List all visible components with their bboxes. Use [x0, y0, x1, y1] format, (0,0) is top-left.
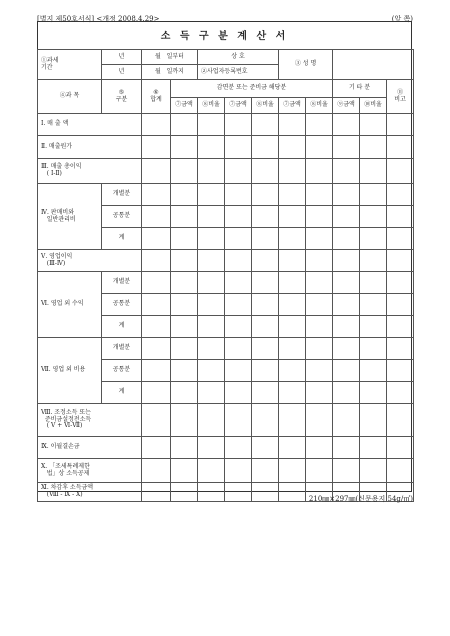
form-number: [별지 제50호서식] <개정 2008.4.29> — [37, 15, 160, 23]
amount-cell[interactable] — [252, 294, 279, 316]
adjusted-income-line2: 준비금설정전소득 — [44, 415, 92, 423]
amount-cell[interactable] — [279, 316, 306, 338]
amount-cell[interactable] — [333, 338, 360, 360]
amount-cell[interactable] — [252, 338, 279, 360]
page-side-label: (앞 쪽) — [391, 15, 413, 23]
amount-cell[interactable] — [333, 404, 360, 437]
amount-cell[interactable] — [225, 114, 252, 136]
sub-header-amount: ⑦금액 — [171, 98, 198, 114]
amount-cell[interactable] — [279, 294, 306, 316]
name-value[interactable] — [333, 50, 414, 80]
form-title: 소 득 구 분 계 산 서 — [160, 31, 289, 42]
amount-cell[interactable] — [198, 338, 225, 360]
category-number: ⑤ — [118, 88, 125, 96]
info-row-1 — [38, 50, 414, 65]
amount-cell[interactable] — [387, 228, 414, 250]
amount-cell[interactable] — [387, 338, 414, 360]
amount-cell[interactable] — [142, 294, 171, 316]
amount-cell[interactable] — [225, 338, 252, 360]
amount-cell[interactable] — [171, 316, 198, 338]
row-label-cost-of-sales: Ⅱ. 매출원가 — [38, 136, 142, 159]
amount-cell[interactable] — [142, 114, 171, 136]
sub-label-sum: 계 — [102, 228, 142, 250]
amount-cell[interactable] — [198, 136, 225, 159]
amount-cell[interactable] — [142, 206, 171, 228]
row-nonop-expense-individual — [38, 338, 414, 360]
amount-cell[interactable] — [306, 459, 333, 483]
amount-cell[interactable] — [279, 360, 306, 382]
amount-cell[interactable] — [142, 338, 171, 360]
period-to-month-day — [142, 65, 198, 80]
amount-cell[interactable] — [279, 250, 306, 272]
exempt-group-header: 감면분 또는 준비금 해당분 — [171, 80, 333, 98]
amount-cell[interactable] — [171, 272, 198, 294]
amount-cell[interactable] — [171, 459, 198, 483]
amount-cell[interactable] — [171, 360, 198, 382]
amount-cell[interactable] — [387, 272, 414, 294]
amount-cell[interactable] — [198, 206, 225, 228]
header-row-1 — [38, 80, 414, 98]
sub-label-individual: 개별분 — [102, 184, 142, 206]
amount-cell[interactable] — [279, 404, 306, 437]
amount-cell[interactable] — [279, 184, 306, 206]
name-label: ③ 성 명 — [279, 50, 333, 80]
amount-cell[interactable] — [279, 159, 306, 184]
amount-cell[interactable] — [333, 206, 360, 228]
row-label-nonop-expense: Ⅶ. 영업 외 비용 — [38, 338, 102, 404]
amount-cell[interactable] — [279, 338, 306, 360]
amount-cell[interactable] — [171, 338, 198, 360]
net-income-line1: Ⅺ. 차감후 소득금액 — [41, 484, 94, 492]
amount-cell[interactable] — [360, 136, 387, 159]
amount-cell[interactable] — [252, 114, 279, 136]
amount-cell[interactable] — [333, 316, 360, 338]
amount-cell[interactable] — [252, 437, 279, 459]
row-gross-profit — [38, 159, 414, 184]
amount-cell[interactable] — [306, 184, 333, 206]
amount-cell[interactable] — [198, 360, 225, 382]
amount-cell[interactable] — [198, 250, 225, 272]
period-from-month-day — [142, 50, 198, 65]
amount-cell[interactable] — [198, 114, 225, 136]
amount-cell[interactable] — [333, 294, 360, 316]
total-header — [142, 80, 171, 114]
row-label-adjusted-income — [38, 404, 142, 437]
amount-cell[interactable] — [360, 459, 387, 483]
amount-cell[interactable] — [360, 404, 387, 437]
sub-label-common: 공통분 — [102, 206, 142, 228]
amount-cell[interactable] — [142, 228, 171, 250]
amount-cell[interactable] — [198, 294, 225, 316]
amount-cell[interactable] — [171, 382, 198, 404]
gross-profit-line1: Ⅲ. 매출 총이익 — [41, 163, 82, 171]
amount-cell[interactable] — [279, 206, 306, 228]
total-number: ⑥ — [153, 88, 159, 96]
amount-cell[interactable] — [306, 382, 333, 404]
amount-cell[interactable] — [225, 404, 252, 437]
amount-cell[interactable] — [252, 360, 279, 382]
amount-cell[interactable] — [360, 272, 387, 294]
period-from-day: 일부터 — [166, 52, 184, 60]
amount-cell[interactable] — [360, 316, 387, 338]
row-label-sga — [38, 184, 102, 250]
amount-cell[interactable] — [171, 136, 198, 159]
row-label-operating-income — [38, 250, 142, 272]
amount-cell[interactable] — [333, 382, 360, 404]
amount-cell[interactable] — [142, 382, 171, 404]
amount-cell[interactable] — [252, 206, 279, 228]
amount-cell[interactable] — [142, 250, 171, 272]
amount-cell[interactable] — [306, 272, 333, 294]
amount-cell[interactable] — [225, 228, 252, 250]
period-to-year: 년 — [102, 65, 142, 80]
amount-cell[interactable] — [360, 437, 387, 459]
amount-cell[interactable] — [198, 483, 225, 502]
amount-cell[interactable] — [279, 272, 306, 294]
amount-cell[interactable] — [142, 360, 171, 382]
amount-cell[interactable] — [387, 404, 414, 437]
amount-cell[interactable] — [306, 360, 333, 382]
amount-cell[interactable] — [171, 294, 198, 316]
income-deduction-line2: 법」상 소득공제 — [46, 469, 90, 477]
row-cost-of-sales — [38, 136, 414, 159]
other-group-header: 기 타 분 — [333, 80, 387, 98]
row-label-nonop-income: Ⅵ. 영업 외 수익 — [38, 272, 102, 338]
amount-cell[interactable] — [252, 159, 279, 184]
amount-cell[interactable] — [333, 114, 360, 136]
amount-cell[interactable] — [142, 459, 171, 483]
income-deduction-line1: Ⅹ. 「조세특례제한 — [41, 462, 90, 470]
amount-cell[interactable] — [198, 437, 225, 459]
amount-cell[interactable] — [198, 184, 225, 206]
operating-income-line1: Ⅴ. 영업이익 — [41, 252, 73, 260]
paper-size-note: 210㎜×297㎜(신문용지 54g/㎡) — [308, 495, 413, 503]
amount-cell[interactable] — [360, 338, 387, 360]
amount-cell[interactable] — [333, 159, 360, 184]
total-label: 합계 — [150, 95, 162, 103]
sub-header-amount: ⑦금액 — [225, 98, 252, 114]
amount-cell[interactable] — [198, 459, 225, 483]
amount-cell[interactable] — [225, 294, 252, 316]
row-operating-income — [38, 250, 414, 272]
amount-cell[interactable] — [225, 360, 252, 382]
amount-cell[interactable] — [333, 437, 360, 459]
amount-cell[interactable] — [198, 382, 225, 404]
adjusted-income-line3: ( Ⅴ + Ⅵ-Ⅶ) — [46, 422, 83, 430]
amount-cell[interactable] — [333, 272, 360, 294]
row-label-gross-profit — [38, 159, 142, 184]
amount-cell[interactable] — [225, 250, 252, 272]
amount-cell[interactable] — [225, 316, 252, 338]
amount-cell[interactable] — [142, 136, 171, 159]
amount-cell[interactable] — [225, 272, 252, 294]
biz-reg-label: ②사업자등록번호 — [198, 65, 279, 80]
row-sales — [38, 114, 414, 136]
amount-cell[interactable] — [225, 483, 252, 502]
calculation-table — [37, 49, 414, 502]
amount-cell[interactable] — [252, 404, 279, 437]
row-income-deduction — [38, 459, 414, 483]
remark-label: 비고 — [394, 95, 406, 103]
amount-cell[interactable] — [387, 437, 414, 459]
amount-cell[interactable] — [225, 206, 252, 228]
amount-cell[interactable] — [252, 316, 279, 338]
amount-cell[interactable] — [306, 159, 333, 184]
amount-cell[interactable] — [279, 483, 306, 502]
amount-cell[interactable] — [387, 316, 414, 338]
row-nonop-income-individual — [38, 272, 414, 294]
row-label-net-income — [38, 483, 142, 502]
amount-cell[interactable] — [171, 184, 198, 206]
amount-cell[interactable] — [387, 294, 414, 316]
amount-cell[interactable] — [306, 228, 333, 250]
row-label-loss-carryforward: Ⅸ. 이월결손금 — [38, 437, 142, 459]
amount-cell[interactable] — [279, 382, 306, 404]
amount-cell[interactable] — [306, 114, 333, 136]
period-from-month: 월 — [155, 52, 161, 60]
sub-header-ratio: ⑧비율 — [198, 98, 225, 114]
amount-cell[interactable] — [360, 294, 387, 316]
amount-cell[interactable] — [142, 437, 171, 459]
sub-label-sum: 계 — [102, 316, 142, 338]
tax-period-label — [38, 50, 102, 80]
row-loss-carryforward — [38, 437, 414, 459]
row-label-sales: Ⅰ. 매 출 액 — [38, 114, 142, 136]
period-from-year: 년 — [102, 50, 142, 65]
amount-cell[interactable] — [306, 136, 333, 159]
sub-header-amount: ⑦금액 — [279, 98, 306, 114]
amount-cell[interactable] — [306, 294, 333, 316]
sub-label-common: 공통분 — [102, 294, 142, 316]
amount-cell[interactable] — [198, 228, 225, 250]
sga-line2: 일반관리비 — [46, 215, 76, 223]
amount-cell[interactable] — [360, 184, 387, 206]
amount-cell[interactable] — [333, 184, 360, 206]
gross-profit-line2: ( Ⅰ-Ⅱ) — [46, 170, 62, 177]
sub-label-sum: 계 — [102, 382, 142, 404]
sub-label-individual: 개별분 — [102, 272, 142, 294]
amount-cell[interactable] — [387, 206, 414, 228]
row-adjusted-income — [38, 404, 414, 437]
net-income-line2: (Ⅷ - Ⅸ - Ⅹ) — [46, 491, 83, 498]
amount-cell[interactable] — [142, 316, 171, 338]
row-sga-individual — [38, 184, 414, 206]
amount-cell[interactable] — [171, 114, 198, 136]
adjusted-income-line1: Ⅷ. 조정소득 또는 — [41, 408, 91, 416]
sga-line1: Ⅳ. 판매비와 — [41, 208, 74, 216]
amount-cell[interactable] — [279, 114, 306, 136]
sub-label-common: 공통분 — [102, 360, 142, 382]
row-label-income-deduction — [38, 459, 142, 483]
amount-cell[interactable] — [279, 136, 306, 159]
amount-cell[interactable] — [252, 483, 279, 502]
amount-cell[interactable] — [360, 159, 387, 184]
amount-cell[interactable] — [333, 360, 360, 382]
category-header — [102, 80, 142, 114]
amount-cell[interactable] — [171, 206, 198, 228]
amount-cell[interactable] — [198, 404, 225, 437]
amount-cell[interactable] — [387, 184, 414, 206]
amount-cell[interactable] — [387, 159, 414, 184]
amount-cell[interactable] — [142, 184, 171, 206]
amount-cell[interactable] — [333, 250, 360, 272]
sub-header-other-ratio: ⑩비율 — [360, 98, 387, 114]
amount-cell[interactable] — [306, 206, 333, 228]
amount-cell[interactable] — [360, 228, 387, 250]
amount-cell[interactable] — [306, 437, 333, 459]
amount-cell[interactable] — [306, 338, 333, 360]
amount-cell[interactable] — [252, 228, 279, 250]
tax-period-label-2: 기간 — [41, 63, 53, 71]
amount-cell[interactable] — [306, 316, 333, 338]
remark-header — [387, 80, 414, 114]
amount-cell[interactable] — [387, 114, 414, 136]
amount-cell[interactable] — [225, 159, 252, 184]
amount-cell[interactable] — [360, 250, 387, 272]
amount-cell[interactable] — [252, 184, 279, 206]
amount-cell[interactable] — [142, 272, 171, 294]
amount-cell[interactable] — [225, 459, 252, 483]
amount-cell[interactable] — [171, 250, 198, 272]
amount-cell[interactable] — [360, 382, 387, 404]
operating-income-line2: (Ⅲ-Ⅳ) — [46, 259, 66, 267]
amount-cell[interactable] — [252, 250, 279, 272]
period-to-day: 일까지 — [166, 67, 184, 75]
tax-period-label-1: ①과세 — [41, 56, 59, 64]
amount-cell[interactable] — [387, 382, 414, 404]
amount-cell[interactable] — [333, 228, 360, 250]
amount-cell[interactable] — [279, 437, 306, 459]
sub-header-other-amount: ⑨금액 — [333, 98, 360, 114]
sub-label-individual: 개별분 — [102, 338, 142, 360]
amount-cell[interactable] — [360, 360, 387, 382]
amount-cell[interactable] — [387, 360, 414, 382]
amount-cell[interactable] — [171, 437, 198, 459]
amount-cell[interactable] — [360, 114, 387, 136]
amount-cell[interactable] — [198, 272, 225, 294]
sub-header-ratio: ⑧비율 — [306, 98, 333, 114]
amount-cell[interactable] — [387, 459, 414, 483]
amount-cell[interactable] — [279, 459, 306, 483]
amount-cell[interactable] — [171, 159, 198, 184]
amount-cell[interactable] — [360, 206, 387, 228]
amount-cell[interactable] — [252, 459, 279, 483]
amount-cell[interactable] — [252, 272, 279, 294]
amount-cell[interactable] — [198, 316, 225, 338]
amount-cell[interactable] — [171, 483, 198, 502]
amount-cell[interactable] — [225, 136, 252, 159]
amount-cell[interactable] — [387, 136, 414, 159]
amount-cell[interactable] — [142, 404, 171, 437]
amount-cell[interactable] — [306, 404, 333, 437]
amount-cell[interactable] — [142, 483, 171, 502]
category-label: 구분 — [115, 95, 128, 103]
period-to-month: 월 — [155, 67, 161, 75]
amount-cell[interactable] — [198, 159, 225, 184]
amount-cell[interactable] — [279, 228, 306, 250]
amount-cell[interactable] — [306, 250, 333, 272]
sub-header-ratio: ⑧비율 — [252, 98, 279, 114]
amount-cell[interactable] — [387, 250, 414, 272]
amount-cell[interactable] — [225, 382, 252, 404]
amount-cell[interactable] — [142, 159, 171, 184]
amount-cell[interactable] — [225, 184, 252, 206]
amount-cell[interactable] — [333, 459, 360, 483]
form-frame — [37, 21, 412, 498]
amount-cell[interactable] — [171, 228, 198, 250]
amount-cell[interactable] — [252, 382, 279, 404]
amount-cell[interactable] — [252, 136, 279, 159]
amount-cell[interactable] — [333, 136, 360, 159]
remark-number: ⑪ — [397, 88, 404, 96]
trade-name-label: 상 호 — [198, 50, 279, 65]
amount-cell[interactable] — [225, 437, 252, 459]
amount-cell[interactable] — [171, 404, 198, 437]
account-header: ④과 목 — [38, 80, 102, 114]
